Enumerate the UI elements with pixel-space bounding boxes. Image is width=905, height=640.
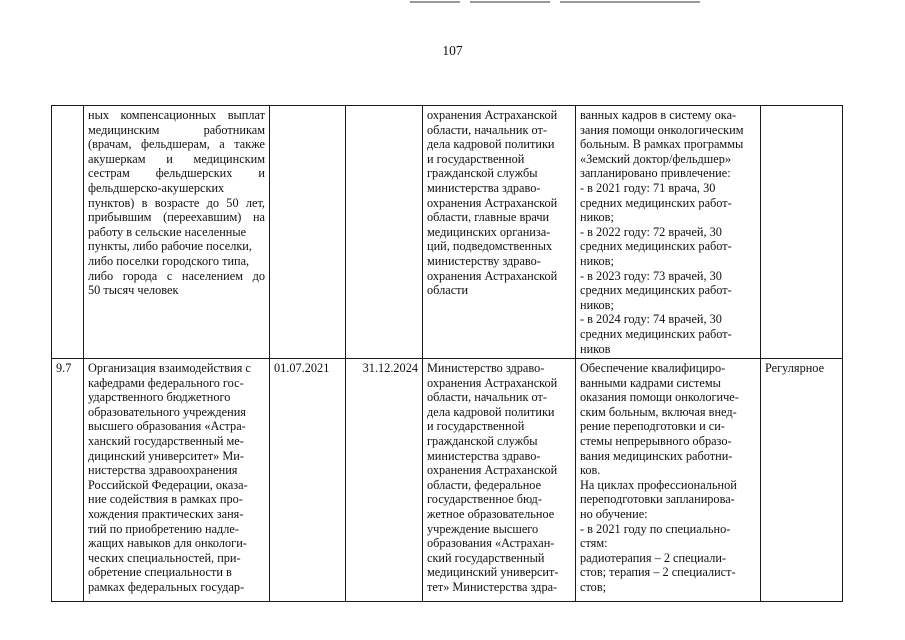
measures-table (51, 105, 843, 602)
scan-artifact-line (560, 1, 700, 3)
cell-status (761, 106, 843, 359)
cell-responsible: Министерство здраво- охранения Астраханской области, начальник от- дела кадровой политики и государственной гражданской службы министерства здраво- охранения Астраханской области, федеральное государственное бюд- жетное образовательное учреждение высшего образования «Астрахан- ский государственный медицинский университ- тет» Министерства здра- (423, 359, 576, 602)
scan-artifact-line (470, 1, 550, 3)
cell-result: Обеспечение квалифициро- ванными кадрами системы оказания помощи онкологиче- ским больным, включая внед- рение переподготовки и си- стемы непрерывного образо- вания медицинских работни- ков. На циклах профессиональной переподготовки запланирова- но обучение: - в 2021 году по специально- стям: радиотерапия – 2 специали- стов; терапия – 2 специалист- стов; (576, 359, 761, 602)
cell-status: Регулярное (761, 359, 843, 602)
cell-number: 9.7 (52, 359, 84, 602)
cell-start-date: 01.07.2021 (270, 359, 346, 602)
table-row (52, 106, 843, 359)
cell-responsible: охранения Астраханской области, начальник от- дела кадровой политики и государственной гражданской службы министерства здраво- охранения Астраханской области, главные врачи медицинских организа- ций, подведомственных министерству здраво- охранения Астраханской области (423, 106, 576, 359)
cell-result: ванных кадров в систему ока- зания помощи онкологическим больным. В рамках программы «Земский доктор/фельдшер» запланировано привлечение: - в 2021 году: 71 врача, 30 средних медицинских работ- ников; - в 2022 году: 72 врачей, 30 средних медицинских работ- ников; - в 2023 году: 73 врачей, 30 средних медицинских работ- ников; - в 2024 году: 74 врачей, 30 средних медицинских работ- ников (576, 106, 761, 359)
cell-description: ных компенсационных выплат медицинским работникам (врачам, фельдшерам, а также акушеркам и медицинским сестрам фельдшерских и фельдшерско-акушерских пунктов) в возрасте до 50 лет, прибывшим (переехавшим) на работу в сельские населенные пункты, либо рабочие поселки, либо поселки городского типа, либо города с населением до 50 тысяч человек (84, 106, 270, 359)
cell-end-date (346, 106, 423, 359)
cell-start-date (270, 106, 346, 359)
page-number: 107 (442, 43, 463, 58)
cell-end-date: 31.12.2024 (346, 359, 423, 602)
cell-description: Организация взаимодействия с кафедрами федерального гос- ударственного бюджетного образовательного учреждения высшего образования «Астра- ханский государственный ме- дицинский университет» Ми- нистерства здравоохранения Российской Федерации, оказа- ние содействия в рамках про- хождения практических заня- тий по приобретению надле- жащих навыков для онкологи- ческих специальностей, при- обретение специальности в рамках федеральных государ- (84, 359, 270, 602)
scan-artifact-line (410, 1, 460, 3)
cell-number (52, 106, 84, 359)
table-row (52, 359, 843, 602)
